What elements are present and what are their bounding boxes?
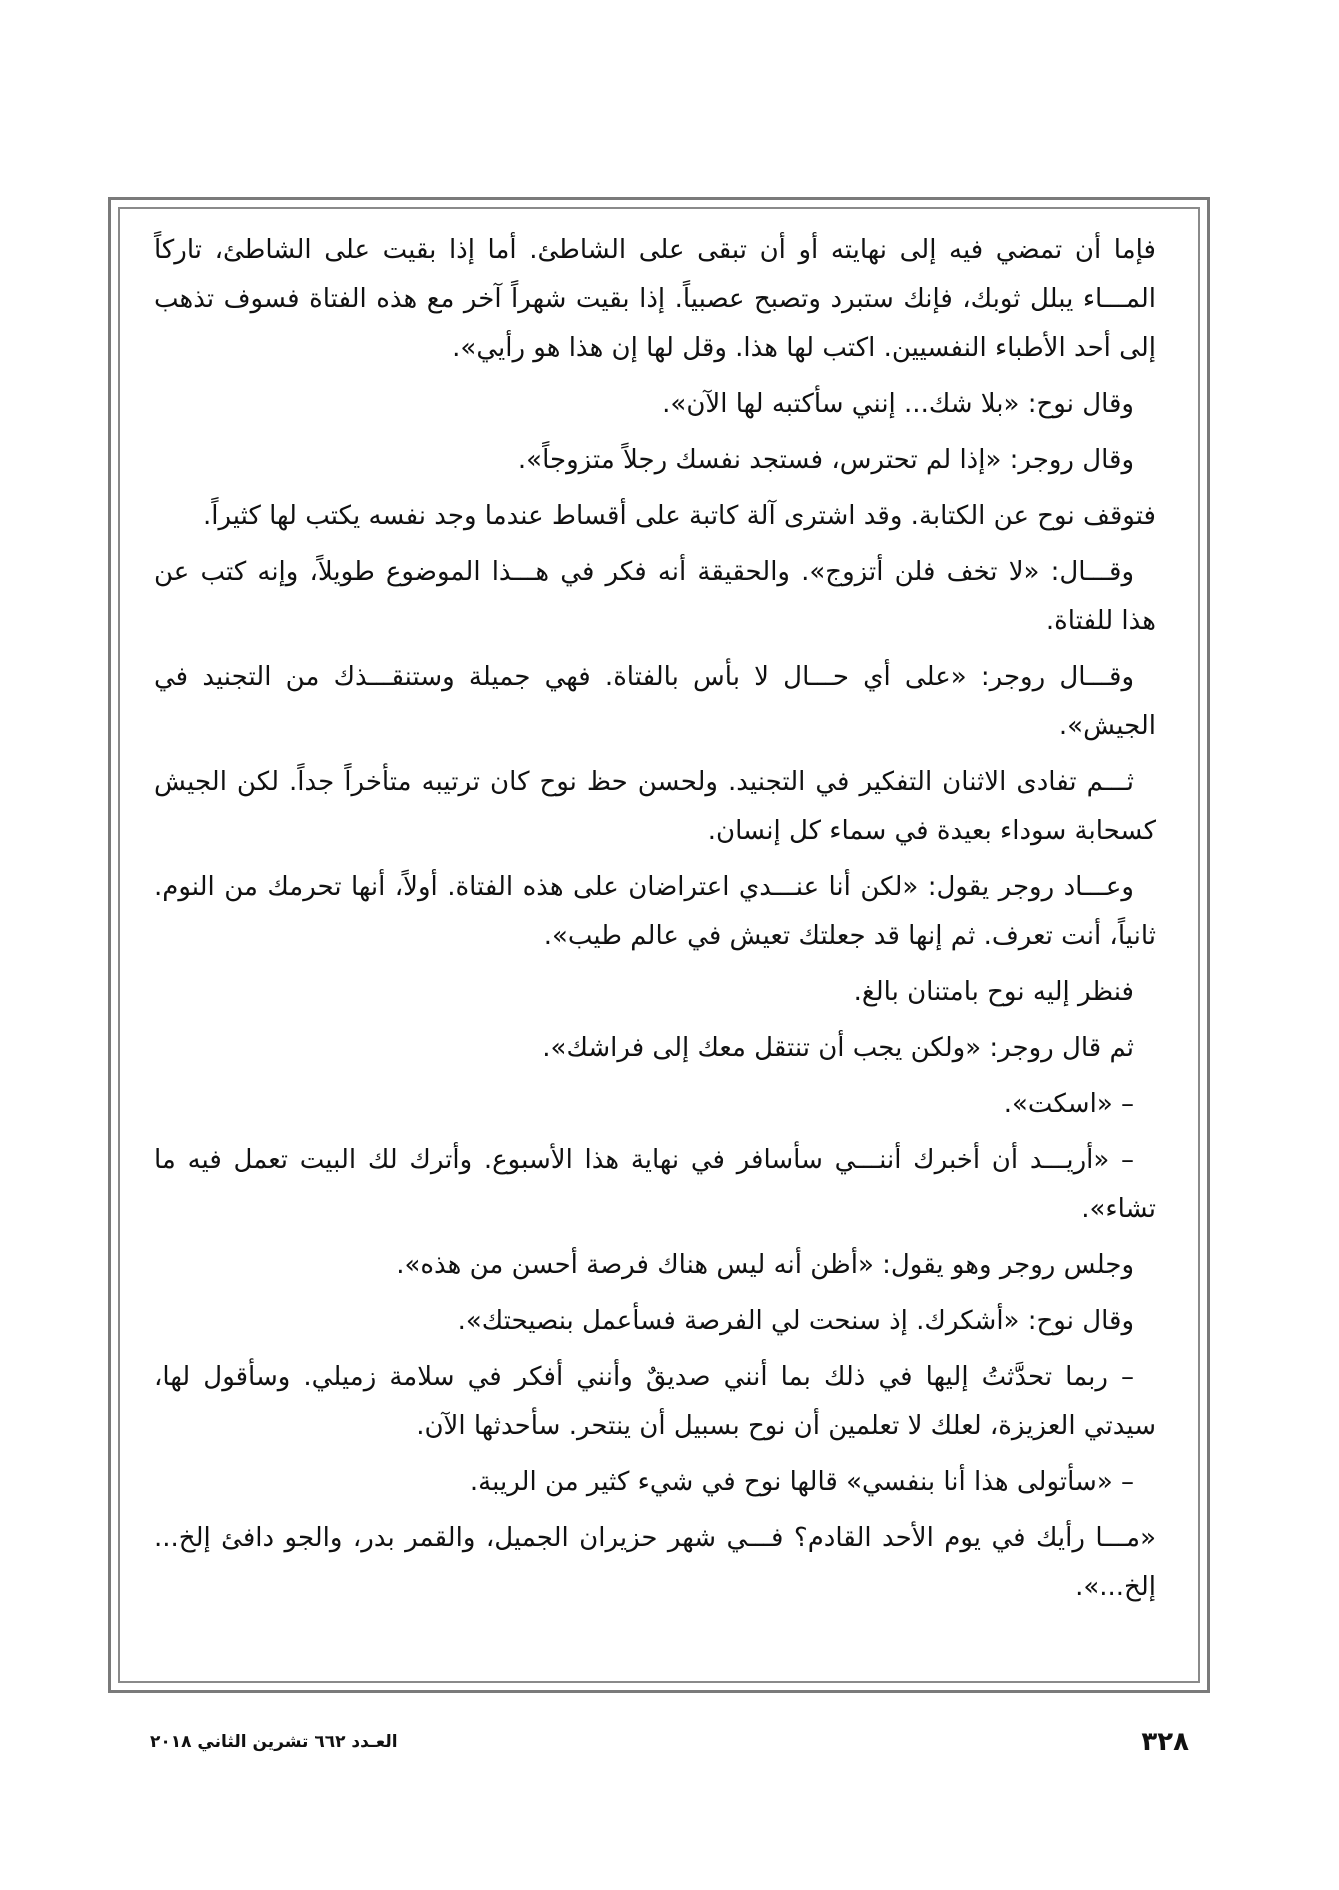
paragraph: فتوقف نوح عن الكتابة. وقد اشترى آلة كاتبة على أقساط عندما وجد نفسه يكتب لها كثيراً. [202, 501, 1156, 531]
paragraph: «مـــا رأيك في يوم الأحد القادم؟ فـــي شهر حزيران الجميل، والقمر بدر، والجو دافئ إلخ... إلخ...». [154, 1523, 1156, 1602]
paragraph: وقـــال: «لا تخف فلن أتزوج». والحقيقة أنه فكر في هـــذا الموضوع طويلاً، وإنه كتب عن هذا للفتاة. [154, 557, 1156, 636]
paragraph: فإما أن تمضي فيه إلى نهايته أو أن تبقى على الشاطئ. أما إذا بقيت على الشاطئ، تاركاً المـــاء يبلل ثوبك، فإنك ستبرد وتصبح عصبياً. إذا بقيت شهراً آخر مع هذه الفتاة فسوف تذهب إلى أحد الأطباء النفسيين. اكتب لها هذا. وقل لها إن هذا هو رأيي». [154, 235, 1156, 363]
paragraph: وقـــال روجر: «على أي حـــال لا بأس بالفتاة. فهي جميلة وستنقـــذك من التجنيد في الجيش». [154, 662, 1156, 741]
paragraph: وجلس روجر وهو يقول: «أظن أنه ليس هناك فرصة أحسن من هذه». [396, 1250, 1134, 1280]
issue-info: العـدد ٦٦٢ تشرين الثاني ٢٠١٨ [150, 1732, 398, 1752]
paragraph: فنظر إليه نوح بامتنان بالغ. [853, 977, 1134, 1007]
paragraph: – «أريـــد أن أخبرك أننـــي سأسافر في نهاية هذا الأسبوع. وأترك لك البيت تعمل فيه ما تشاء». [154, 1145, 1156, 1224]
paragraph: ثـــم تفادى الاثنان التفكير في التجنيد. ولحسن حظ نوح كان ترتيبه متأخراً جداً. لكن الجيش كسحابة سوداء بعيدة في سماء كل إنسان. [154, 767, 1156, 846]
paragraph: – «سأتولى هذا أنا بنفسي» قالها نوح في شيء كثير من الريبة. [469, 1467, 1134, 1497]
paragraph: ثم قال روجر: «ولكن يجب أن تنتقل معك إلى فراشك». [542, 1033, 1134, 1063]
paragraph: وعـــاد روجر يقول: «لكن أنا عنـــدي اعتراضان على هذه الفتاة. أولاً، أنها تحرمك من النوم. ثانياً، أنت تعرف. ثم إنها قد جعلتك تعيش في عالم طيب». [154, 872, 1156, 951]
paragraph: وقال نوح: «أشكرك. إذ سنحت لي الفرصة فسأعمل بنصيحتك». [457, 1306, 1134, 1336]
page-number: ٣٢٨ [1141, 1727, 1189, 1757]
body-text [154, 226, 1156, 1619]
paragraph: وقال نوح: «بلا شك... إنني سأكتبه لها الآن». [662, 389, 1134, 419]
paragraph: وقال روجر: «إذا لم تحترس، فستجد نفسك رجلاً متزوجاً». [517, 445, 1134, 475]
page-footer [150, 1722, 1189, 1762]
paragraph: – ربما تحدَّثتُ إليها في ذلك بما أنني صديقٌ وأنني أفكر في سلامة زميلي. وسأقول لها، سيدتي العزيزة، لعلك لا تعلمين أن نوح بسبيل أن ينتحر. سأحدثها الآن. [154, 1362, 1156, 1441]
paragraph: – «اسكت». [1003, 1089, 1134, 1119]
